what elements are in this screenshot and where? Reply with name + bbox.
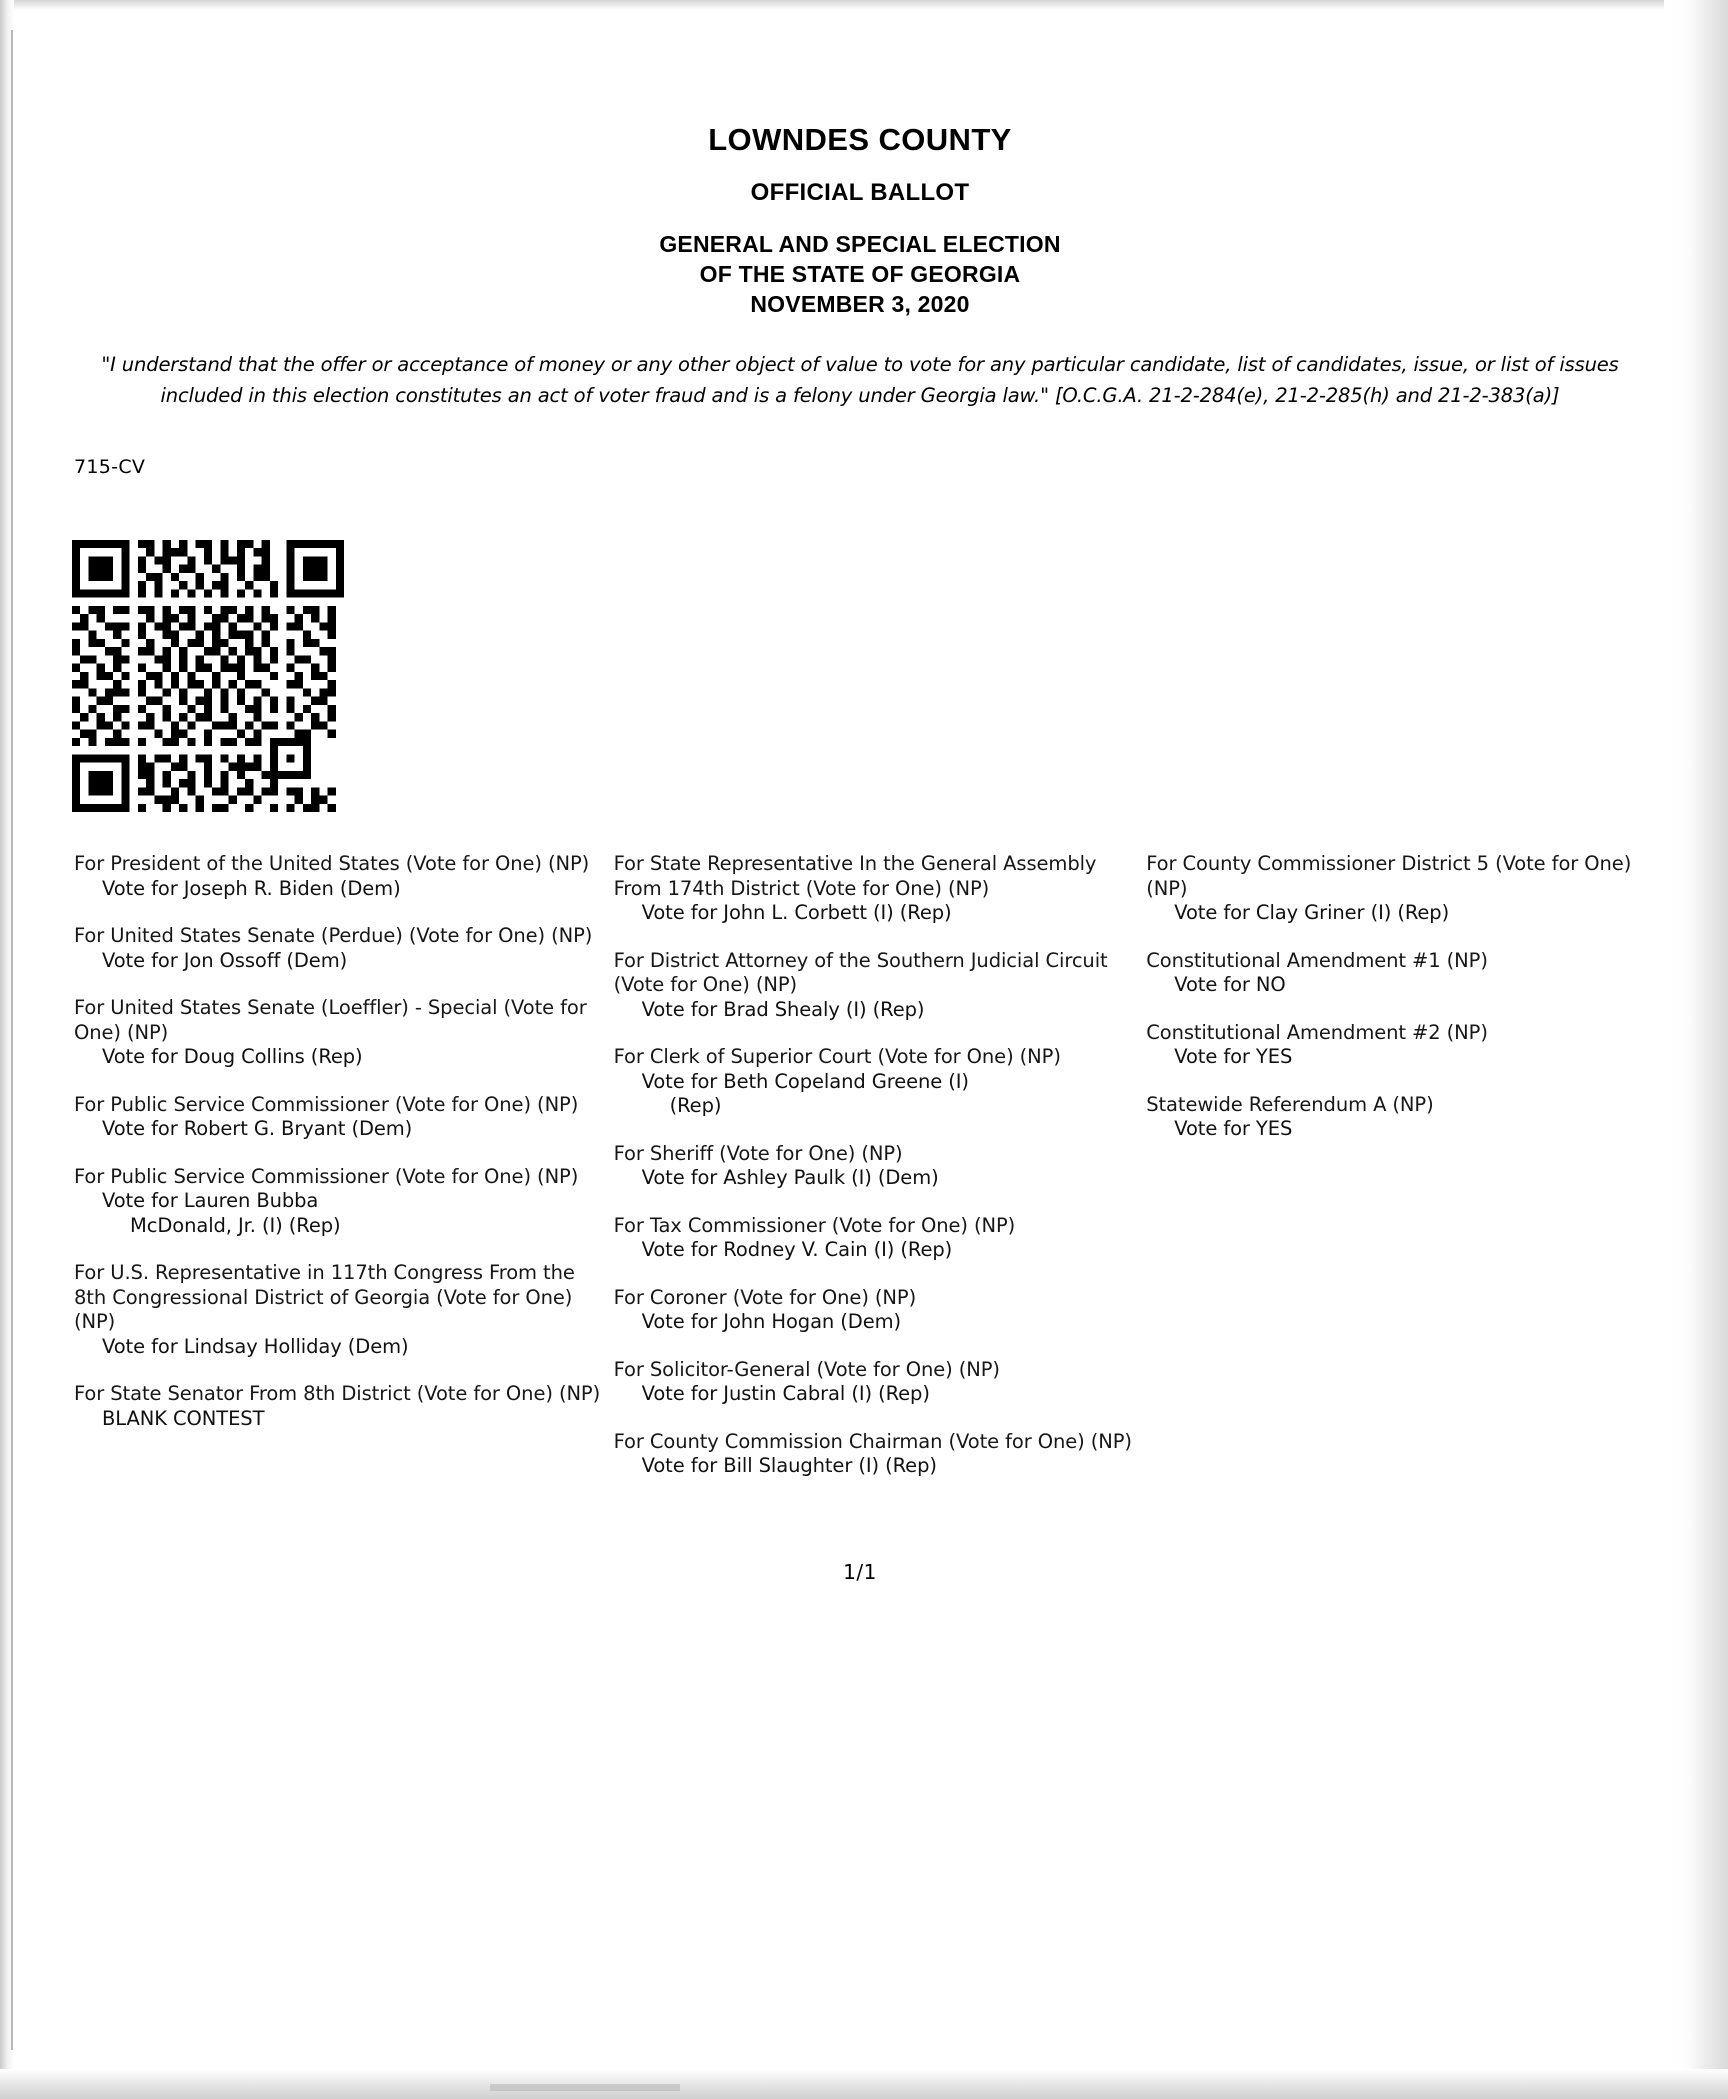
contest-choice: Vote for Robert G. Bryant (Dem): [102, 1117, 413, 1140]
scan-edge-bottom: [0, 2069, 1728, 2099]
contest-title: For Clerk of Superior Court (Vote for One) (NP): [613, 1045, 1061, 1068]
contest-constitutional-amendment-2: [1146, 1021, 1632, 1070]
contest-county-commission-chairman: [614, 1430, 1135, 1479]
contest-title: Statewide Referendum A (NP): [1146, 1092, 1434, 1116]
contest-public-service-commissioner-2: [74, 1165, 602, 1239]
contest-clerk-of-superior-court: [614, 1045, 1135, 1119]
contest-choice: Vote for Lindsay Holliday (Dem): [102, 1334, 409, 1358]
contest-choice: Vote for Clay Griner (I) (Rep): [1174, 901, 1450, 924]
contest-county-commissioner-district-5: [1146, 852, 1632, 926]
contest-choice: Vote for NO: [1174, 973, 1286, 996]
contest-choice: Vote for YES: [1174, 1045, 1293, 1068]
contest-sheriff: [614, 1142, 1135, 1191]
contest-constitutional-amendment-1: [1146, 949, 1632, 998]
contest-choice: Vote for Beth Copeland Greene (I): [641, 1069, 969, 1093]
ballot-content: [60, 0, 1660, 1584]
contest-choice: Vote for Jon Ossoff (Dem): [102, 948, 348, 972]
contest-column-3: [1146, 852, 1644, 1502]
contest-district-attorney: [614, 949, 1135, 1023]
contest-title: For County Commissioner District 5 (Vote for One) (NP): [1146, 852, 1632, 900]
contest-column-2: [614, 852, 1147, 1502]
contest-title: For District Attorney of the Southern Judicial Circuit (Vote for One) (NP): [613, 948, 1108, 996]
contest-coroner: [614, 1286, 1135, 1335]
contest-choice: Vote for YES: [1174, 1117, 1293, 1140]
contest-title: For State Senator From 8th District (Vote for One) (NP): [74, 1382, 601, 1405]
contest-title: For Coroner (Vote for One) (NP): [613, 1285, 917, 1309]
official-ballot-title: OFFICIAL BALLOT: [750, 179, 970, 206]
contest-us-senate-perdue: [74, 924, 602, 973]
contest-title: For State Representative In the General Assembly From 174th District (Vote for One) (NP): [613, 852, 1097, 900]
contest-state-senator-8th-district: [74, 1382, 602, 1431]
contest-title: Constitutional Amendment #1 (NP): [1146, 948, 1488, 972]
contest-us-representative-8th-district: [74, 1261, 602, 1359]
election-date: NOVEMBER 3, 2020: [750, 291, 970, 317]
page-number: 1/1: [843, 1559, 877, 1584]
contest-title: For Solicitor-General (Vote for One) (NP): [613, 1357, 1000, 1381]
county-title: LOWNDES COUNTY: [708, 122, 1012, 157]
contest-choice: Vote for Bill Slaughter (I) (Rep): [641, 1454, 937, 1477]
contest-choice: Vote for John L. Corbett (I) (Rep): [641, 901, 952, 924]
contest-column-1: [74, 852, 614, 1502]
contest-title: Constitutional Amendment #2 (NP): [1146, 1020, 1488, 1044]
contest-title: For County Commission Chairman (Vote for One) (NP): [613, 1429, 1132, 1453]
contest-choice: Vote for Doug Collins (Rep): [102, 1045, 363, 1068]
scan-edge-left: [0, 0, 14, 2099]
contest-choice: Vote for Rodney V. Cain (I) (Rep): [641, 1238, 953, 1261]
contest-public-service-commissioner-1: [74, 1093, 602, 1142]
election-title-line1: GENERAL AND SPECIAL ELECTION: [659, 231, 1061, 257]
contest-columns: [74, 852, 1644, 1502]
contest-solicitor-general: [614, 1358, 1135, 1407]
contest-title: For President of the United States (Vote for One) (NP): [74, 852, 590, 875]
qr-code-container: [72, 540, 1660, 812]
contest-choice: BLANK CONTEST: [102, 1406, 265, 1430]
contest-choice: Vote for Joseph R. Biden (Dem): [102, 876, 401, 900]
contest-choice: Vote for Justin Cabral (I) (Rep): [641, 1382, 930, 1405]
contest-tax-commissioner: [614, 1214, 1135, 1263]
contest-choice: Vote for Brad Shealy (I) (Rep): [641, 997, 925, 1021]
contest-title: For Tax Commissioner (Vote for One) (NP): [613, 1213, 1016, 1237]
contest-title: For Public Service Commissioner (Vote for One) (NP): [74, 1092, 579, 1116]
qr-code-icon: [72, 540, 344, 812]
contest-choice-continuation: McDonald, Jr. (I) (Rep): [130, 1213, 341, 1237]
contest-statewide-referendum-a: [1146, 1093, 1632, 1142]
contest-choice: Vote for Lauren Bubba: [102, 1189, 319, 1212]
contest-title: For United States Senate (Loeffler) - Special (Vote for One) (NP): [74, 996, 587, 1044]
contest-title: For United States Senate (Perdue) (Vote for One) (NP): [74, 924, 593, 947]
election-title-line2: OF THE STATE OF GEORGIA: [699, 261, 1021, 287]
contest-state-representative-174th: [614, 852, 1135, 926]
contest-title: For Sheriff (Vote for One) (NP): [613, 1141, 903, 1165]
voter-oath-statement: "I understand that the offer or acceptance of money or any other object of value to vote for any particular candidate, list of candidates, issue, or list of issues included in this election constitutes an act of voter fraud and is a felony under Georgia law." [O.C.G.A. 21-2-284(e), 21-2-285(h) and 21-2-383(a)]: [101, 353, 1619, 407]
ballot-style-id: 715-CV: [74, 456, 146, 478]
contest-choice: Vote for John Hogan (Dem): [641, 1310, 902, 1333]
scan-bottom-mark: [490, 2084, 680, 2091]
ballot-header: [60, 0, 1660, 319]
contest-president: [74, 852, 602, 901]
contest-title: For U.S. Representative in 117th Congress From the 8th Congressional District of Georgia (Vote for One) (NP): [74, 1261, 575, 1333]
contest-title: For Public Service Commissioner (Vote for One) (NP): [74, 1164, 579, 1188]
contest-us-senate-loeffler-special: [74, 996, 602, 1070]
contest-choice-continuation: (Rep): [669, 1094, 722, 1117]
contest-choice: Vote for Ashley Paulk (I) (Dem): [641, 1166, 939, 1189]
scan-edge-right: [1670, 0, 1728, 2099]
